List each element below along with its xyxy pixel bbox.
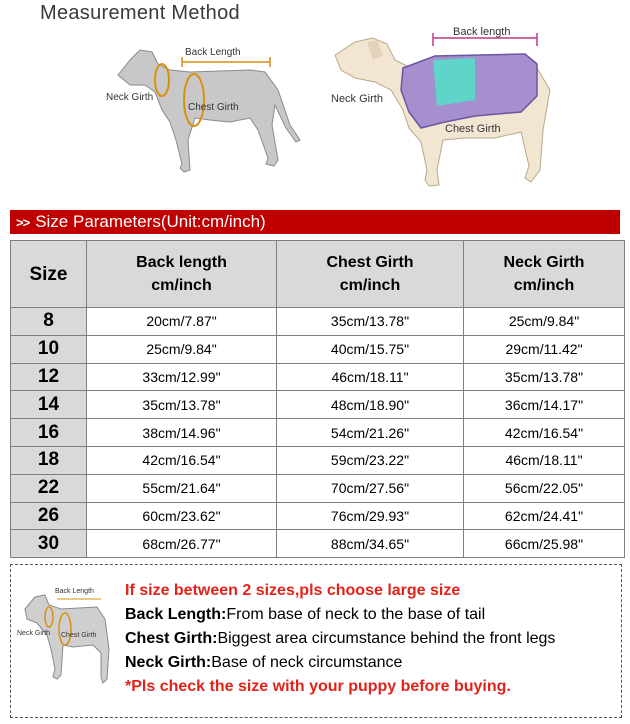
header-size: Size [11,241,87,308]
table-row [11,335,625,363]
chest-girth-cell: 70cm/27.56" [277,474,464,502]
back-length-label: Back Length [185,47,241,58]
measurement-section [0,0,630,205]
dog-with-vest-illustration [325,20,565,200]
back-length-cell: 60cm/23.62" [87,502,277,530]
chest-girth-note-text: Biggest area circumstance behind the front legs [217,630,556,647]
sizing-notes-box [10,564,622,718]
table-row [11,308,625,336]
chest-girth-note [125,627,620,651]
back-length-label: Back Length [55,588,94,595]
back-length-cell: 35cm/13.78" [87,391,277,419]
neck-girth-note-text: Base of neck circumstance [211,654,403,671]
size-cell: 8 [11,308,87,336]
size-cell: 18 [11,446,87,474]
neck-girth-cell: 36cm/14.17" [464,391,625,419]
back-length-cell: 25cm/9.84" [87,335,277,363]
neck-girth-label: Neck Girth [106,92,154,103]
table-row [11,502,625,530]
note-lines [125,579,620,699]
back-length-cell: 55cm/21.64" [87,474,277,502]
chest-girth-cell: 35cm/13.78" [277,308,464,336]
dog-measurement-illustration [100,30,310,200]
check-size-warning: *Pls check the size with your puppy before buying. [125,678,511,695]
table-header-row [11,241,625,308]
chest-girth-cell: 88cm/34.65" [277,530,464,558]
size-cell: 14 [11,391,87,419]
neck-girth-cell: 35cm/13.78" [464,363,625,391]
chest-girth-cell: 76cm/29.93" [277,502,464,530]
neck-girth-label: Neck Girth [17,630,51,637]
back-length-cell: 68cm/26.77" [87,530,277,558]
neck-girth-label: Neck Girth [331,93,383,105]
back-length-cell: 38cm/14.96" [87,419,277,447]
chest-girth-cell: 48cm/18.90" [277,391,464,419]
header-chest-girth: Chest Girth cm/inch [277,241,464,308]
vest-panel [433,58,475,106]
small-dog-illustration [17,579,117,699]
header-back-length: Back length cm/inch [87,241,277,308]
neck-girth-note [125,651,620,675]
table-row [11,530,625,558]
size-advice-note: If size between 2 sizes,pls choose large size [125,582,461,599]
table-row [11,419,625,447]
back-length-note [125,603,620,627]
chest-girth-note-label: Chest Girth: [125,630,218,647]
back-length-cell: 42cm/16.54" [87,446,277,474]
dog-silhouette [25,595,109,683]
table-row [11,446,625,474]
back-length-label: Back length [453,26,511,38]
chest-girth-cell: 46cm/18.11" [277,363,464,391]
neck-girth-cell: 62cm/24.41" [464,502,625,530]
double-chevron-icon: >> [16,214,30,230]
neck-girth-cell: 25cm/9.84" [464,308,625,336]
header-neck-girth: Neck Girth cm/inch [464,241,625,308]
size-cell: 16 [11,419,87,447]
chest-girth-cell: 59cm/23.22" [277,446,464,474]
size-cell: 10 [11,335,87,363]
neck-girth-note-label: Neck Girth: [125,654,212,671]
chest-girth-cell: 54cm/21.26" [277,419,464,447]
table-row [11,363,625,391]
size-parameters-title: Size Parameters(Unit:cm/inch) [35,212,266,231]
size-table [10,240,625,558]
table-row [11,391,625,419]
neck-girth-cell: 29cm/11.42" [464,335,625,363]
neck-girth-cell: 66cm/25.98" [464,530,625,558]
size-table-wrapper [10,240,624,558]
measurement-title: Measurement Method [40,2,240,24]
back-length-note-text: From base of neck to the base of tail [226,606,486,623]
chest-girth-label: Chest Girth [445,123,501,135]
table-row [11,474,625,502]
chest-girth-cell: 40cm/15.75" [277,335,464,363]
neck-girth-cell: 42cm/16.54" [464,419,625,447]
size-cell: 22 [11,474,87,502]
chest-girth-label: Chest Girth [188,102,239,113]
size-cell: 12 [11,363,87,391]
neck-girth-cell: 46cm/18.11" [464,446,625,474]
chest-girth-label: Chest Girth [61,632,97,639]
back-length-cell: 33cm/12.99" [87,363,277,391]
neck-girth-cell: 56cm/22.05" [464,474,625,502]
back-length-cell: 20cm/7.87" [87,308,277,336]
size-cell: 26 [11,502,87,530]
back-length-note-label: Back Length: [125,606,227,623]
size-parameters-bar [10,210,620,234]
size-cell: 30 [11,530,87,558]
